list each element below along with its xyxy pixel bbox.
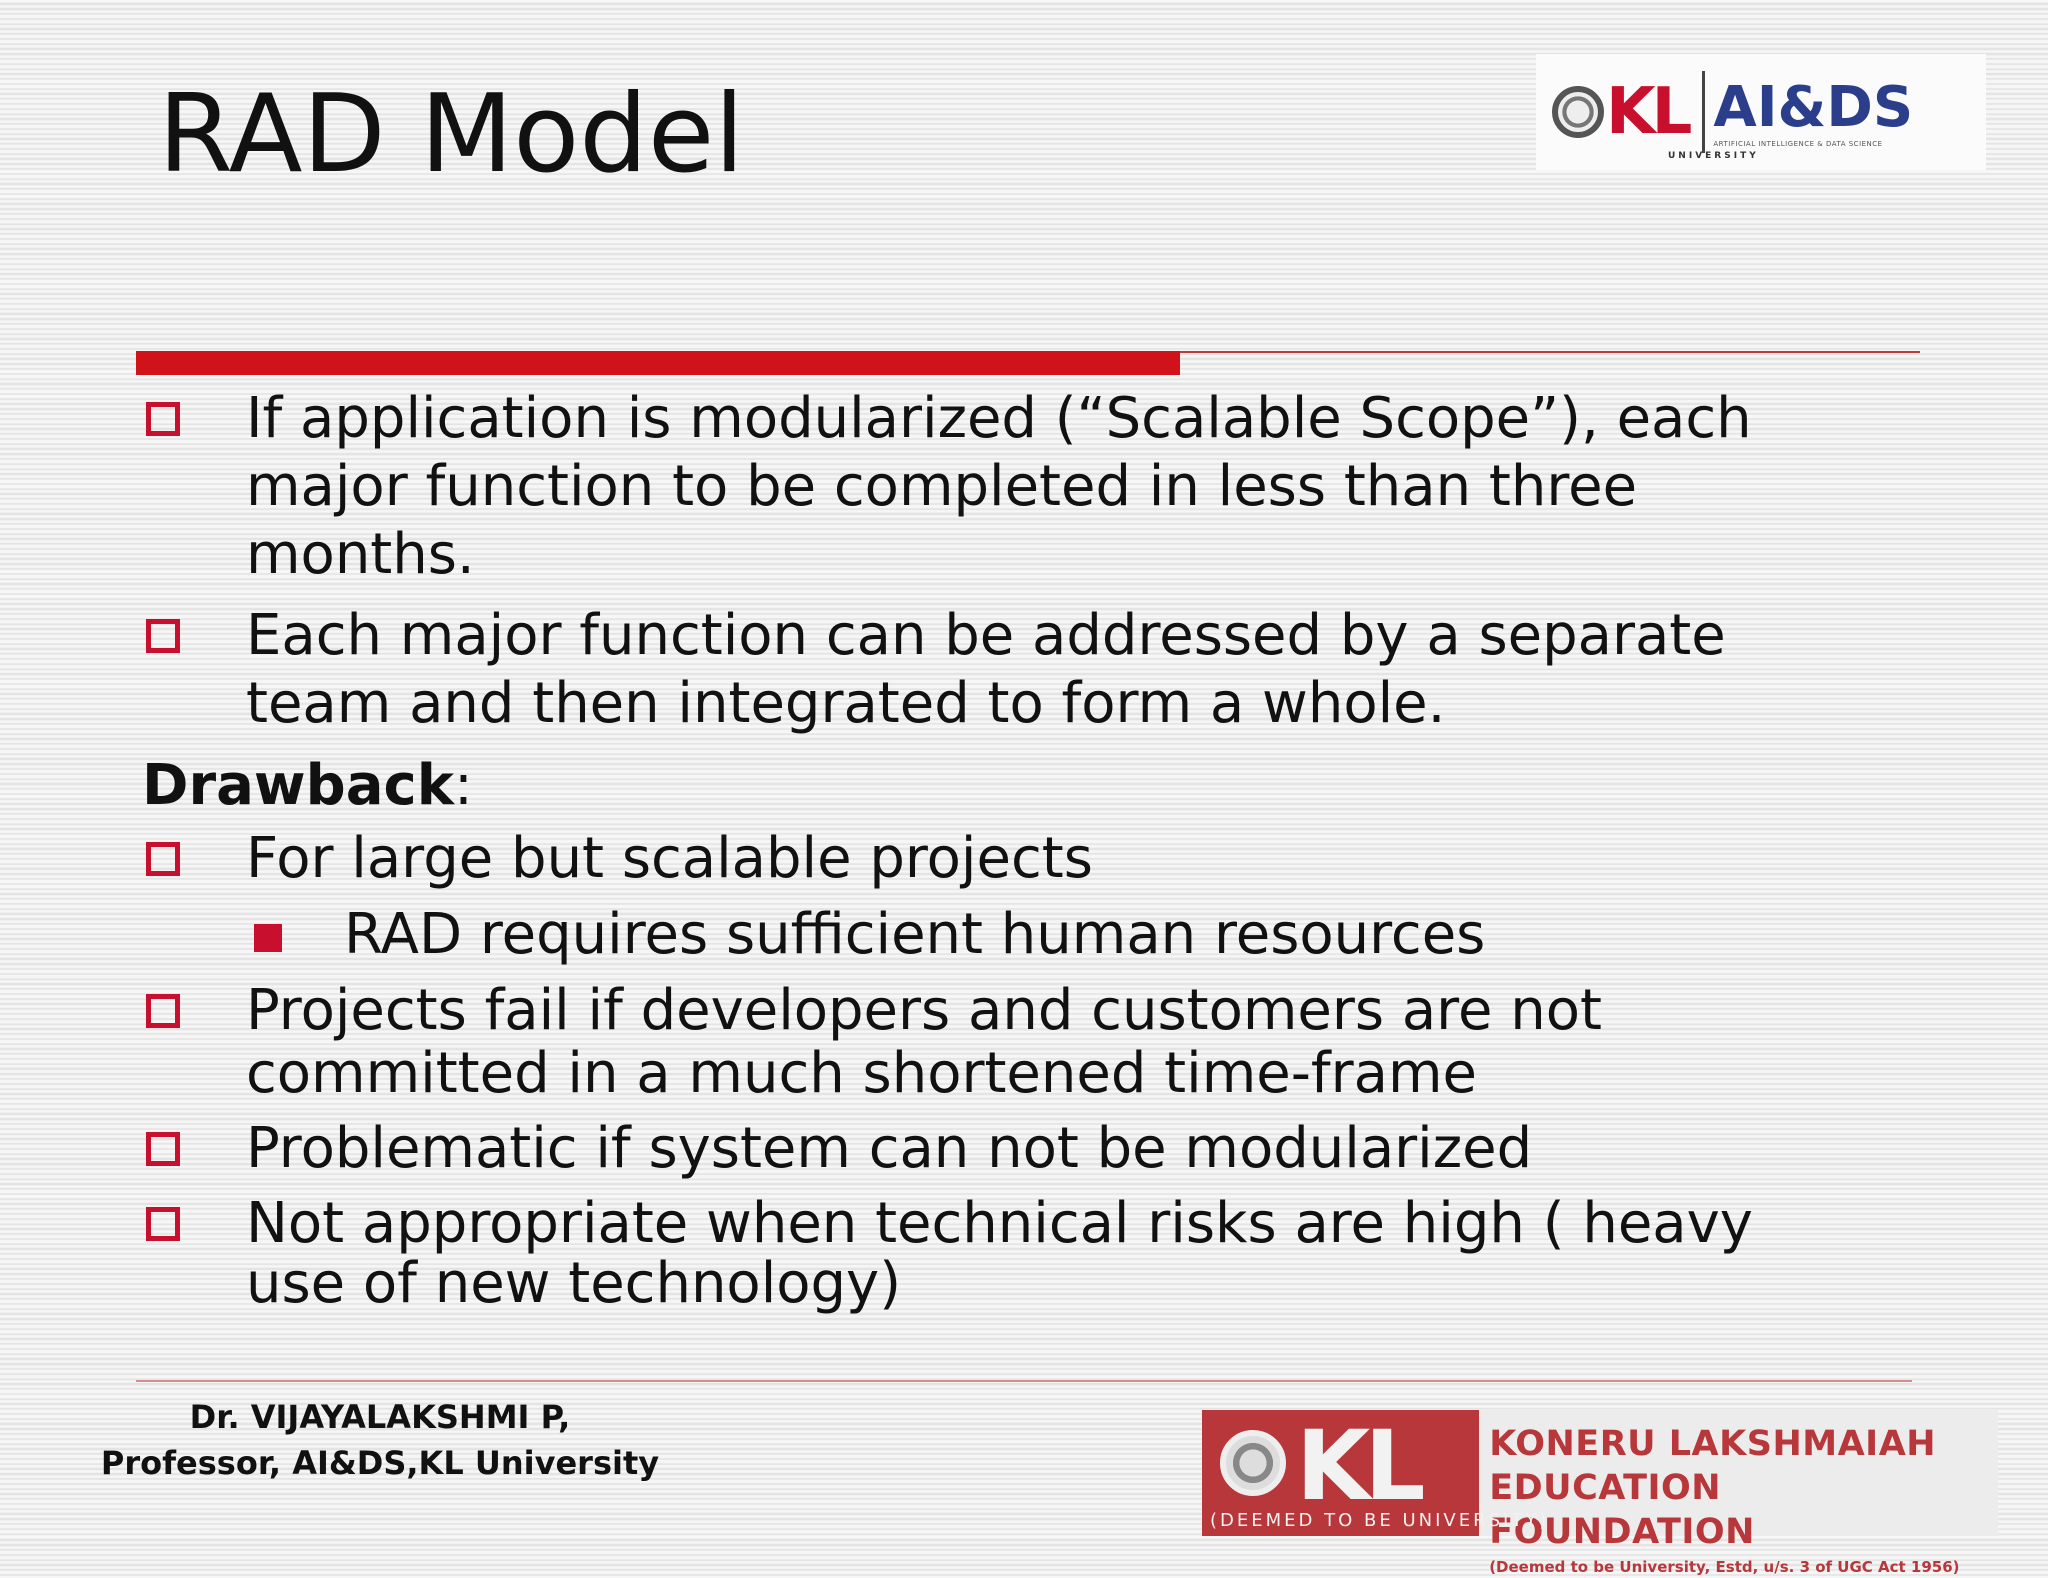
dept-logo-subtitle: ARTIFICIAL INTELLIGENCE & DATA SCIENCE — [1713, 140, 1883, 148]
drawback-heading: Drawback: — [142, 753, 473, 818]
klef-university-text: (DEEMED TO BE UNIVERSITY) — [1210, 1510, 1550, 1531]
footer-author — [60, 1394, 700, 1486]
bullet-1-line-1: If application is modularized (“Scalable Scope”), each — [246, 386, 1752, 451]
klef-name-line-2: EDUCATION FOUNDATION — [1489, 1468, 1755, 1552]
hollow-square-bullet-icon — [146, 1132, 180, 1166]
drawback-2-line-1: Projects fail if developers and customers are not — [246, 978, 1602, 1043]
drawback-4-line-2: use of new technology) — [246, 1251, 902, 1316]
hollow-square-bullet-icon — [146, 842, 180, 876]
title-rule-thin — [1180, 351, 1920, 353]
footer-rule — [136, 1380, 1912, 1382]
drawback-2-line-2: committed in a much shortened time-frame — [246, 1041, 1477, 1106]
klef-kl-text: KL — [1296, 1410, 1420, 1522]
university-seal-icon — [1552, 86, 1604, 138]
dept-logo-text: AI&DS — [1713, 75, 1914, 140]
klef-name-line-3: (Deemed to be University, Estd, u/s. 3 of UGC Act 1956) — [1489, 1558, 1960, 1576]
filled-square-bullet-icon — [254, 924, 282, 952]
klef-name-line-1: KONERU LAKSHMAIAH — [1489, 1424, 1937, 1464]
bullet-1-line-3: months. — [246, 522, 475, 587]
drawback-1-sub: RAD requires sufficient human resources — [344, 902, 1486, 967]
title-rule-thick — [136, 351, 1180, 375]
bullet-2-line-2: team and then integrated to form a whole. — [246, 671, 1446, 736]
bullet-2-line-1: Each major function can be addressed by a separate — [246, 603, 1726, 668]
drawback-1-line-1: For large but scalable projects — [246, 826, 1093, 891]
hollow-square-bullet-icon — [146, 402, 180, 436]
hollow-square-bullet-icon — [146, 994, 180, 1028]
logo-divider — [1702, 71, 1705, 153]
klef-logo-mark — [1202, 1410, 1550, 1536]
university-seal-icon — [1220, 1430, 1286, 1496]
bullet-1-line-2: major function to be completed in less than three — [246, 454, 1638, 519]
klef-logo — [1202, 1410, 1998, 1576]
drawback-4-line-1: Not appropriate when technical risks are high ( heavy — [246, 1191, 1753, 1256]
kl-aids-logo — [1536, 54, 1986, 170]
author-title: Professor, AI&DS,KL University — [100, 1444, 660, 1482]
slide-title: RAD Model — [158, 72, 745, 197]
hollow-square-bullet-icon — [146, 619, 180, 653]
hollow-square-bullet-icon — [146, 1207, 180, 1241]
drawback-3-line-1: Problematic if system can not be modularized — [246, 1116, 1533, 1181]
author-name: Dr. VIJAYALAKSHMI P, — [189, 1398, 571, 1436]
kl-logo-text: KL UNIVERSITY — [1606, 75, 1759, 161]
